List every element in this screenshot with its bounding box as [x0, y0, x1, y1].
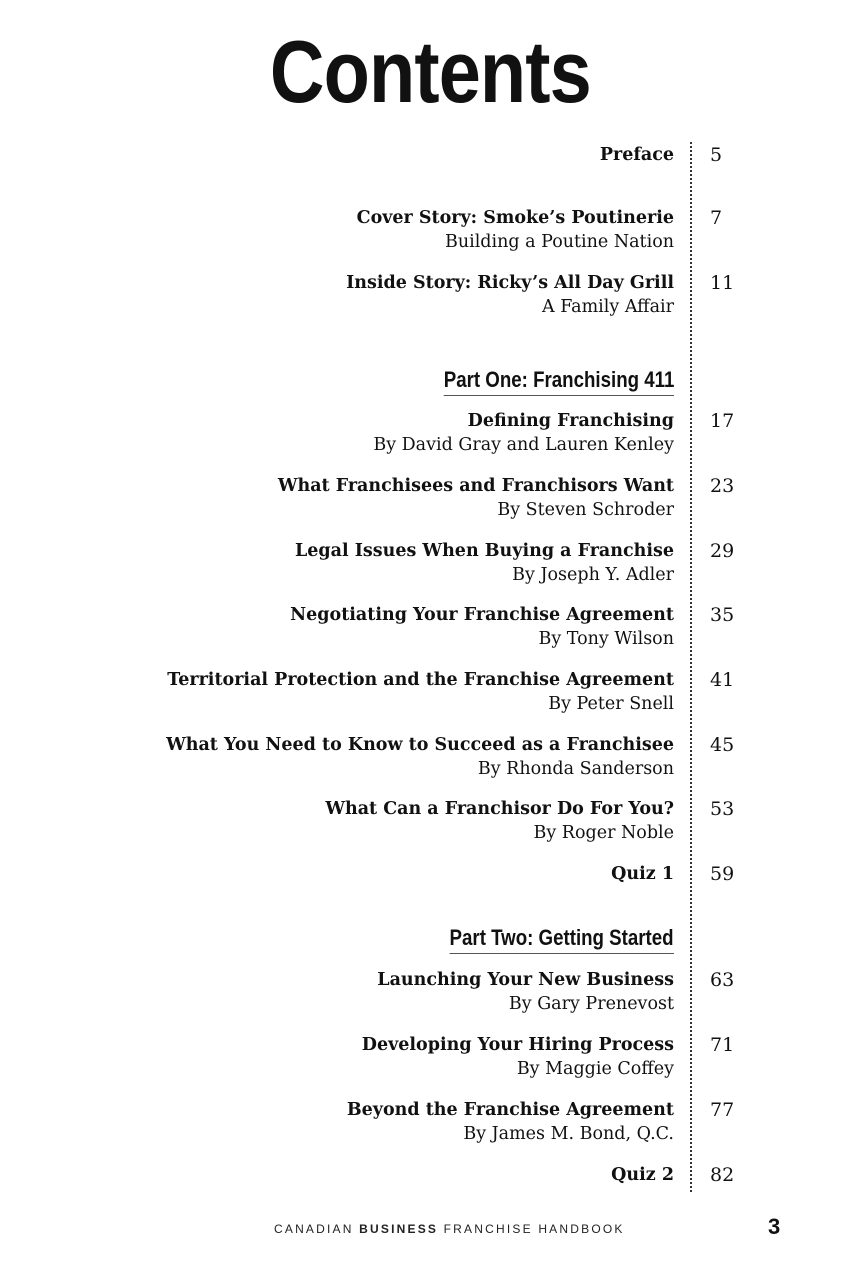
entry-title: Developing Your Hiring Process — [361, 1035, 674, 1055]
entry-subtitle: A Family Affair — [542, 297, 674, 317]
toc-entry[interactable] — [166, 733, 674, 781]
toc-entry-quiz-1[interactable] — [611, 862, 674, 886]
entry-subtitle: By Gary Prenevost — [508, 994, 674, 1014]
entry-title: Inside Story: Ricky’s All Day Grill — [346, 273, 674, 293]
entry-title: Quiz 2 — [611, 1165, 674, 1185]
entry-page: 5 — [710, 144, 723, 166]
entry-title: Legal Issues When Buying a Franchise — [294, 541, 674, 561]
entry-page: 17 — [710, 410, 735, 432]
toc-entry[interactable] — [290, 603, 674, 651]
entry-page: 11 — [710, 272, 735, 294]
entry-title: Negotiating Your Franchise Agreement — [290, 605, 674, 625]
footer-post: FRANCHISE HANDBOOK — [438, 1222, 625, 1236]
toc-entry[interactable] — [362, 1033, 674, 1081]
entry-title: Beyond the Franchise Agreement — [346, 1100, 674, 1120]
entry-page: 82 — [710, 1164, 735, 1186]
toc-entry[interactable] — [347, 1098, 674, 1146]
entry-page: 45 — [710, 734, 735, 756]
toc-entry[interactable] — [167, 668, 674, 716]
entry-page: 77 — [710, 1099, 735, 1121]
toc-entry[interactable] — [278, 474, 674, 522]
dotted-divider — [690, 142, 692, 1192]
entry-title: Launching Your New Business — [377, 970, 674, 990]
entry-page: 29 — [710, 540, 735, 562]
entry-subtitle: By David Gray and Lauren Kenley — [373, 435, 674, 455]
toc-entry-quiz-2[interactable] — [611, 1163, 674, 1187]
entry-title: What Can a Franchisor Do For You? — [325, 799, 674, 819]
entry-page: 7 — [710, 207, 723, 229]
toc-entry[interactable] — [295, 539, 674, 587]
toc-entry[interactable] — [373, 409, 674, 457]
entry-page: 53 — [710, 798, 735, 820]
entry-title: Cover Story: Smoke’s Poutinerie — [356, 208, 674, 228]
toc-entry[interactable] — [377, 968, 674, 1016]
entry-title: Quiz 1 — [611, 864, 674, 884]
entry-subtitle: By Peter Snell — [548, 694, 674, 714]
entry-subtitle: By Maggie Coffey — [516, 1059, 674, 1079]
entry-page: 35 — [710, 604, 735, 626]
page-title: Contents — [269, 22, 591, 121]
entry-title: Defining Franchising — [467, 411, 674, 431]
toc-entry[interactable] — [325, 797, 674, 845]
entry-page: 71 — [710, 1034, 735, 1056]
entry-page: 41 — [710, 669, 735, 691]
entry-page: 63 — [710, 969, 735, 991]
entry-title: Preface — [599, 145, 674, 165]
entry-title: What You Need to Know to Succeed as a Franchisee — [166, 735, 674, 755]
entry-subtitle: By James M. Bond, Q.C. — [463, 1124, 674, 1144]
entry-subtitle: By Tony Wilson — [538, 629, 674, 649]
toc-entry[interactable] — [346, 271, 674, 319]
footer-pre: CANADIAN — [274, 1222, 360, 1236]
entry-title: Territorial Protection and the Franchise Agreement — [167, 670, 674, 690]
footer-publication — [274, 1222, 625, 1236]
footer-bold: BUSINESS — [359, 1222, 439, 1236]
entry-subtitle: By Steven Schroder — [497, 500, 674, 520]
entry-page: 23 — [710, 475, 735, 497]
entry-subtitle: By Roger Noble — [533, 823, 674, 843]
part-heading: Part Two: Getting Started — [450, 924, 674, 954]
entry-subtitle: By Rhonda Sanderson — [477, 759, 674, 779]
page-number: 3 — [768, 1214, 781, 1239]
part-heading: Part One: Franchising 411 — [443, 366, 674, 396]
toc-entry[interactable] — [357, 206, 674, 254]
toc-entry-preface[interactable] — [600, 143, 674, 167]
entry-title: What Franchisees and Franchisors Want — [277, 476, 674, 496]
entry-subtitle: Building a Poutine Nation — [444, 232, 674, 252]
entry-page: 59 — [710, 863, 735, 885]
entry-subtitle: By Joseph Y. Adler — [512, 565, 674, 585]
